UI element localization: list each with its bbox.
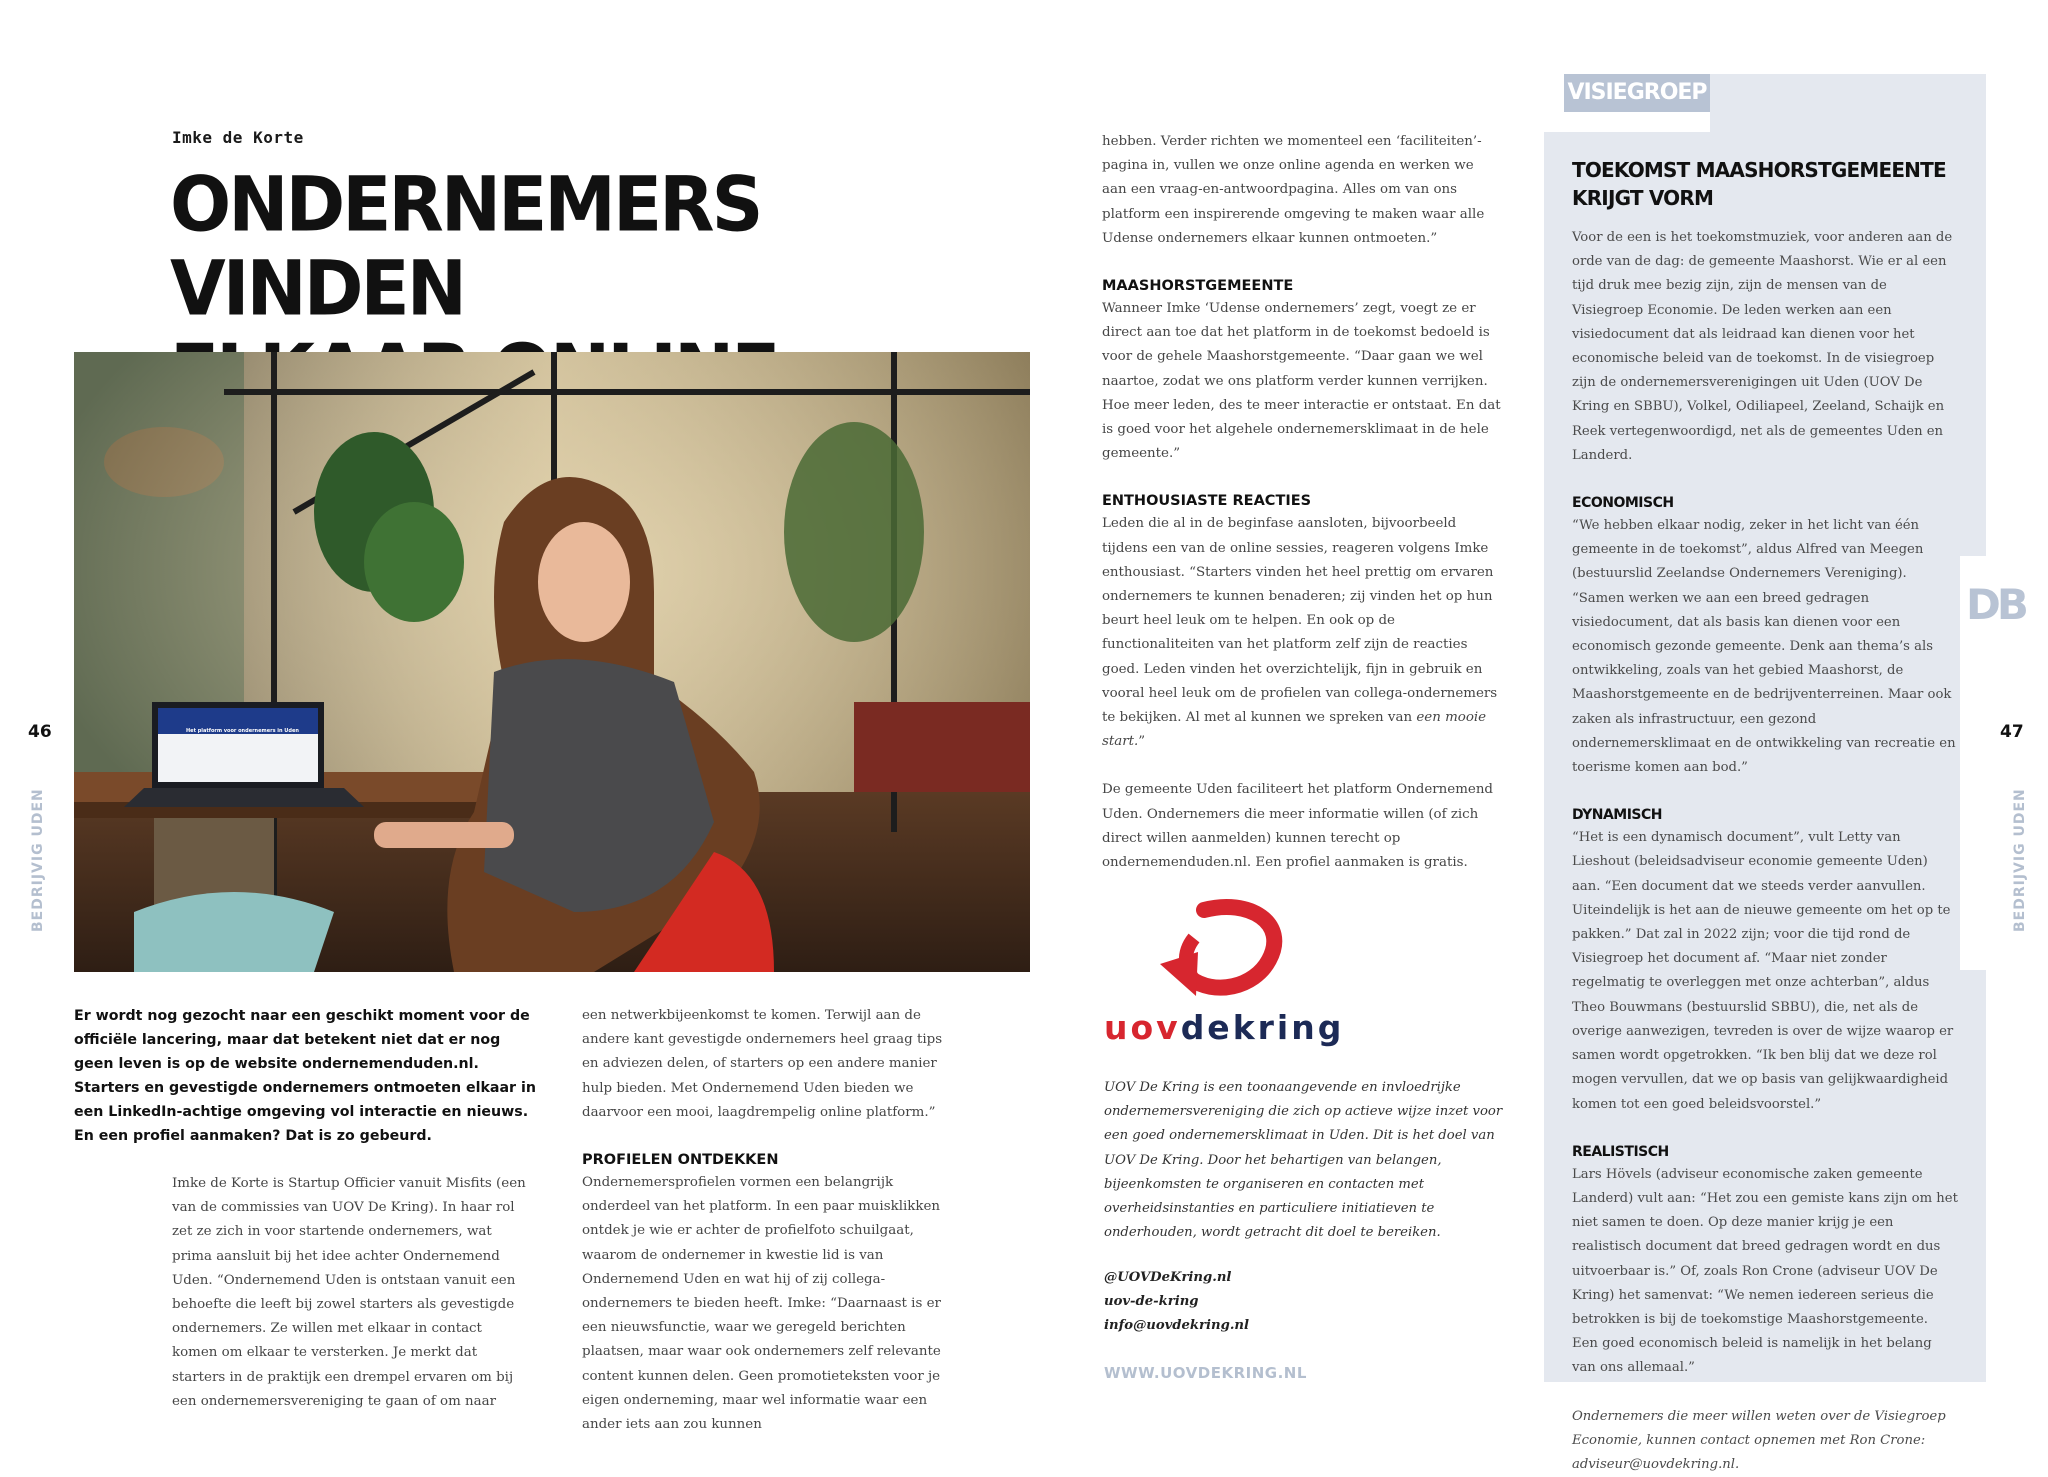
uov-contacts [1104,1266,1249,1339]
text-maashorstgemeente: Wanneer Imke ‘Udense ondernemers’ zegt, voegt ze er direct aan toe dat het platform in de toekomst bedoeld is voor de gehele Maashorstgemeente. “Daar gaan we wel naartoe, zodat we ons platform verder kunnen verrijken. Hoe meer leden, des te meer interactie er ontstaat. En dat is goed voor het algehele ondernemersklimaat in de hele gemeente.” [1102,301,1501,462]
author-name: Imke de Korte [172,128,304,147]
sidebar-edge-glyph: DB [1966,580,2025,629]
page-number-left: 46 [28,722,52,742]
sidebar-heading-economisch: ECONOMISCH [1572,495,1674,512]
article-photo [74,352,1030,972]
reacties-italic: een mooie start. [1102,710,1487,750]
contact-email[interactable]: info@uovdekring.nl [1104,1318,1250,1334]
reacties-text: Leden die al in de beginfase aansloten, bijvoorbeeld tijdens een van de online sessies, reageren volgens Imke enthousiast. “Starters vinden het heel prettig om ervaren ondernemers te kunnen benaderen; zij vinden het op hun beurt heel leuk om te helpen. En ook op de functionaliteiten van het platform zelf zijn de reacties goed. Leden vinden het overzichtelijk, fijn in gebruik en vooral heel leuk om de profielen van collega-ondernemers te bekijken. Al met al kunnen we spreken van [1102,516,1498,726]
sidebar-intro: Voor de een is het toekomstmuziek, voor anderen aan de orde van de dag: de gemeente Maashorst. Wie er al een tijd druk mee bezig zijn, zijn de mensen van de Visiegroep Economie. De leden werken aan een visiedocument dat als leidraad kan dienen voor het economische beleid van de toekomst. In de visiegroep zijn de ondernemersverenigingen uit Uden (UOV De Kring en SBBU), Volkel, Odiliapeel, Zeeland, Schaijk en Reek vertegenwoordigd, net als de gemeentes Uden en Landerd. [1572,230,1953,463]
uov-description: UOV De Kring is een toonaangevende en invloedrijke ondernemersvereniging die zich op actieve wijze inzet voor een goed ondernemersklimaat in Uden. Dit is het doel van UOV De Kring. Door het behartigen van belangen, bijeenkomsten te organiseren en contacten met overheidsinstanties en particuliere initiatieven te onderhouden, wordt getracht dit doel te bereiken. [1104,1080,1503,1241]
contact-twitter[interactable]: @UOVDeKring.nl [1104,1270,1232,1285]
column-3-text-1: hebben. Verder richten we momenteel een ‘faciliteiten’-pagina in, vullen we onze online agenda en werken we aan een vraag-en-antwoordpagina. Alles om van ons platform een inspirerende omgeving te maken waar alle Udense ondernemers elkaar kunnen ontmoeten.” [1102,134,1485,246]
page-number-right: 47 [2000,722,2024,742]
section-label-right: BEDRIJVIG UDEN [2012,788,2028,932]
text-enthousiaste-reacties [1102,512,1502,754]
body-column-3 [1102,130,1502,875]
sidebar-heading-dynamisch: DYNAMISCH [1572,807,1663,824]
sidebar-text-realistisch: Lars Hövels (adviseur economische zaken gemeente Landerd) vult aan: “Het zou een gemiste kans zijn om het niet samen te doen. Op deze manier krijg je een realistisch document dat breed gedragen wordt en dus uitvoerbaar is.” Of, zoals Ron Crone (adviseur UOV De Kring) het samenvat: “We nemen iedereen serieus die betrokken is bij de toekomstige Maashorstgemeente. Een goed economisch beleid is namelijk in het belang van ons allemaal.” [1572,1166,1958,1376]
uov-logo-wordmark [1104,1008,1344,1047]
subheading-maashorstgemeente: MAASHORSTGEMEENTE [1102,278,1294,295]
body-column-1 [172,1172,530,1414]
sidebar-closing: Ondernemers die meer willen weten over de Visiegroep Economie, kunnen contact opnemen met Ron Crone: adviseur@uovdekring.nl. [1572,1408,1946,1472]
column-2-text-2: Ondernemersprofielen vormen een belangrijk onderdeel van het platform. In een paar muisklikken ontdek je wie er achter de profielfoto schuilgaat, waarom de ondernemer in kwestie lid is van Ondernemend Uden en wat hij of zij collega-ondernemers te bieden heeft. Imke: “Daarnaast is er een nieuwsfunctie, waar we geregeld berichten plaatsen, maar waar ook ondernemers zelf relevante content kunnen delen. Geen promotieteksten voor je eigen onderneming, maar wel informatie waar een ander iets aan zou kunnen [582,1175,941,1433]
column-1-text: Imke de Korte is Startup Officier vanuit Misfits (een van de commissies van UOV De Kring). In haar rol zet ze zich in voor startende ondernemers, wat prima aansluit bij het idee achter Ondernemend Uden. “Ondernemend Uden is ontstaan vanuit een behoefte die leeft bij zowel starters als gevestigde ondernemers. Ze willen met elkaar in contact komen om elkaar te versterken. Je merkt dat starters in de praktijk een drempel ervaren om bij een ondernemersvereniging te gaan of om naar [172,1176,526,1409]
subheading-enthousiaste-reacties: ENTHOUSIASTE REACTIES [1102,493,1312,510]
laptop-screen-heading: Het platform voor ondernemers in Uden [186,728,299,734]
subheading-profielen: PROFIELEN ONTDEKKEN [582,1152,779,1169]
text-facilitates: De gemeente Uden faciliteert het platform Ondernemend Uden. Ondernemers die meer informatie willen (of zich direct willen aanmelden) kunnen terecht op ondernemenduden.nl. Een profiel aanmaken is gratis. [1102,782,1494,871]
section-label-left: BEDRIJVIG UDEN [30,788,46,932]
sidebar-label: VISIEGROEP [1564,74,1710,112]
article-intro: Er wordt nog gezocht naar een geschikt moment voor de officiële lancering, maar dat betekent niet dat er nog geen leven is op de website ondernemenduden.nl. Starters en gevestigde ondernemers ontmoeten elkaar in een LinkedIn-achtige omgeving vol interactie en nieuws. En een profiel aanmaken? Dat is zo gebeurd. [74,1008,536,1144]
sidebar-title-line-1: TOEKOMST MAASHORSTGEMEENTE [1572,158,1946,182]
sidebar-title-line-2: KRIJGT VORM [1572,186,1714,210]
sidebar-title [1572,156,1952,212]
uov-website[interactable]: WWW.UOVDEKRING.NL [1104,1364,1307,1382]
sidebar-text-economisch: “We hebben elkaar nodig, zeker in het licht van één gemeente in de toekomst”, aldus Alfred van Meegen (bestuurslid Zeelandse Ondernemers Vereniging). “Samen werken we aan een breed gedragen visiedocument, dat als basis kan dienen voor een economisch gezonde gemeente. Denk aan thema’s als ontwikkeling, zoals van het gebied Maashorst, de Maashorstgemeente en de bedrijventerreinen. Maar ook zaken als infrastructuur, een gezond ondernemersklimaat en de ontwikkeling van recreatie en toerisme komen aan bod.” [1572,518,1956,776]
reacties-quote-end: ” [1138,734,1146,750]
logo-part-dekring: dekring [1180,1008,1345,1047]
body-column-2 [582,1004,962,1437]
contact-linkedin[interactable]: uov-de-kring [1104,1294,1199,1310]
logo-part-uov: uov [1104,1008,1181,1047]
headline-line-1: ONDERNEMERS VINDEN [170,159,761,333]
sidebar-text-dynamisch: “Het is een dynamisch document”, vult Letty van Lieshout (beleidsadviseur economie gemeente Uden) aan. “Een document dat we steeds verder aanvullen. Uiteindelijk is het aan de nieuwe gemeente om het op te pakken.” Dat zal in 2022 zijn; voor die tijd rond de Visiegroep het document af. “Maar niet zonder regelmatig te overleggen met onze achterban”, aldus Theo Bouwmans (bestuurslid SBBU), die, net als de overige aanwezigen, tevreden is over de wijze waarop er samen wordt opgetrokken. “Ik ben blij dat we deze rol mogen vervullen, dat we op basis van gelijkwaardigheid komen tot een goed beleidsvoorstel.” [1572,830,1954,1112]
sidebar-body [1572,226,1958,1477]
column-2-text-1: een netwerkbijeenkomst te komen. Terwijl aan de andere kant gevestigde ondernemers heel graag tips en adviezen delen, of starters op een andere manier hulp bieden. Met Ondernemend Uden bieden we daarvoor een mooi, laagdrempelig online platform.” [582,1008,943,1120]
sidebar-heading-realistisch: REALISTISCH [1572,1143,1669,1160]
